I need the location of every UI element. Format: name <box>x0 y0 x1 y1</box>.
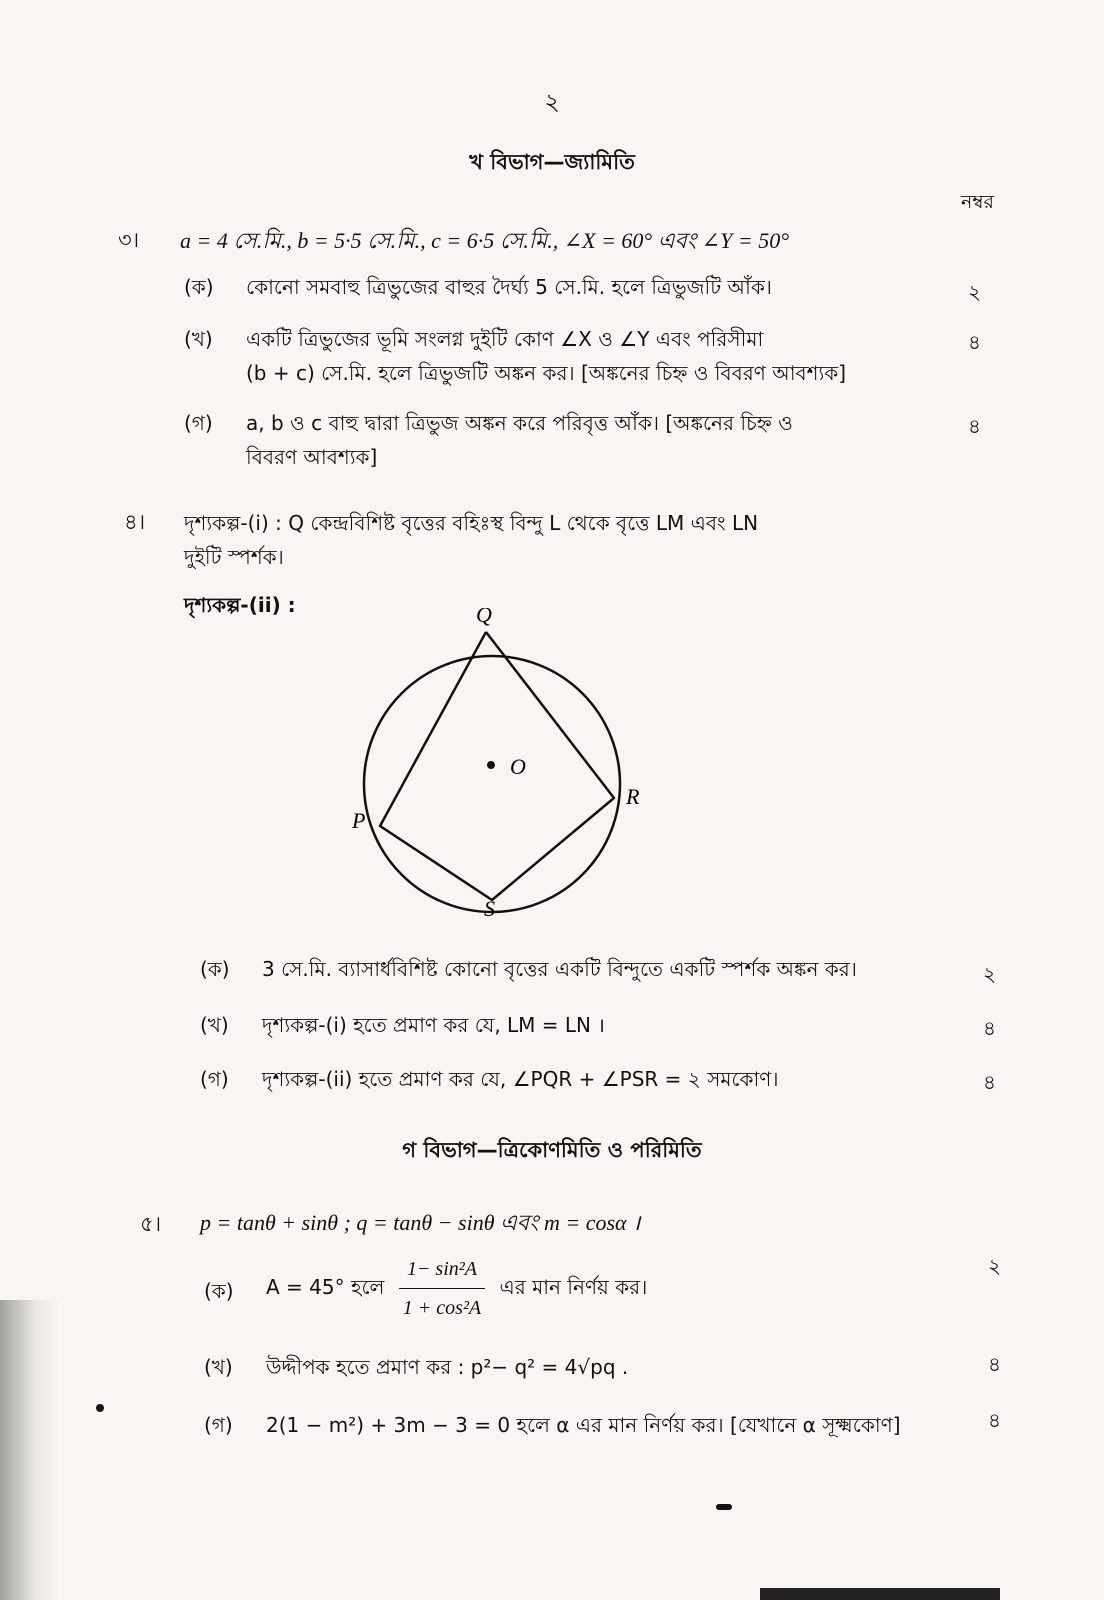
scan-bottom-edge <box>760 1588 1000 1600</box>
fraction-numerator: 1− sin²A <box>399 1252 485 1289</box>
part-text-post: এর মান নির্ণয় কর। <box>499 1275 648 1299</box>
q4-part-kha <box>200 1008 940 1042</box>
label-s: S <box>484 896 495 921</box>
part-text: দৃশ্যকল্প-(i) হতে প্রমাণ কর যে, LM = LN । <box>262 1013 605 1037</box>
q4-part-ka <box>200 952 940 986</box>
q3-part-kha-mark: ৪ <box>968 330 981 354</box>
part-label: (গ) <box>204 1413 233 1437</box>
marks-column-heading: নম্বর <box>961 191 994 213</box>
part-text-line1: একটি ত্রিভুজের ভূমি সংলগ্ন দুইটি কোণ ∠X ও ∠Y এবং পরিসীমা <box>246 327 764 351</box>
q3-part-ka-mark: ২ <box>968 280 982 304</box>
q3-part-ka <box>184 270 924 304</box>
part-text-line1: a, b ও c বাহু দ্বারা ত্রিভুজ অঙ্কন করে পরিবৃত্ত আঁক। [অঙ্কনের চিহ্ন ও <box>246 411 793 435</box>
part-label: (খ) <box>204 1355 233 1379</box>
cyclic-quadrilateral-diagram <box>350 608 640 928</box>
q4-scenario-2-label: দৃশ্যকল্প-(ii) : <box>184 593 296 617</box>
part-label: (গ) <box>200 1067 229 1091</box>
question-4-number: ৪। <box>124 510 146 534</box>
label-o: O <box>510 754 526 779</box>
page-number: ২ <box>544 88 560 116</box>
q4-part-ga <box>200 1062 940 1096</box>
scenario-1-line2: দুইটি স্পর্শক। <box>184 545 284 569</box>
q4-part-ka-mark: ২ <box>983 962 997 986</box>
question-5-stem: p = tanθ + sinθ ; q = tanθ − sinθ এবং m = cosα । <box>200 1210 641 1235</box>
scenario-1-line1: দৃশ্যকল্প-(i) : Q কেন্দ্রবিশিষ্ট বৃত্তের বহিঃস্থ বিন্দু L থেকে বৃত্তে LM এবং LN <box>184 511 759 535</box>
q5-part-ga-mark: ৪ <box>988 1408 1001 1432</box>
q3-part-kha <box>184 322 924 390</box>
part-label: (ক) <box>200 957 230 981</box>
center-point <box>487 761 495 769</box>
fraction-denominator: 1 + cos²A <box>402 1297 482 1319</box>
section-c-title: গ বিভাগ—ত্রিকোণমিতি ও পরিমিতি <box>402 1138 702 1162</box>
label-q: Q <box>476 608 492 627</box>
part-label: (ক) <box>204 1279 234 1303</box>
fraction <box>399 1252 485 1325</box>
q4-part-ga-mark: ৪ <box>983 1070 996 1094</box>
question-3-number: ৩। <box>118 228 140 252</box>
label-p: P <box>352 808 366 833</box>
q5-part-ka-mark: ২ <box>988 1254 1002 1278</box>
part-text: উদ্দীপক হতে প্রমাণ কর : p²− q² = 4√pq . <box>266 1355 629 1379</box>
part-text: কোনো সমবাহু ত্রিভুজের বাহুর দৈর্ঘ্য 5 সে.মি. হলে ত্রিভুজটি আঁক। <box>246 275 772 299</box>
q5-part-kha <box>204 1350 944 1384</box>
q3-part-ga <box>184 406 924 474</box>
q4-part-kha-mark: ৪ <box>983 1016 996 1040</box>
quadrilateral-pqrs <box>380 632 614 900</box>
question-5-number: ৫। <box>140 1212 162 1236</box>
part-label: (খ) <box>200 1013 229 1037</box>
q4-scenario-1 <box>184 506 944 574</box>
part-text-line2: বিবরণ আবশ্যক] <box>246 445 378 469</box>
part-label: (গ) <box>184 411 213 435</box>
ink-dot <box>96 1404 104 1412</box>
part-label: (ক) <box>184 275 214 299</box>
question-3-stem: a = 4 সে.মি., b = 5·5 সে.মি., c = 6·5 সে.মি., ∠X = 60° এবং ∠Y = 50° <box>180 228 789 253</box>
q5-part-ga <box>204 1408 964 1442</box>
part-label: (খ) <box>184 327 213 351</box>
scan-edge-shadow <box>0 1300 60 1600</box>
label-r: R <box>626 784 640 809</box>
q5-part-kha-mark: ৪ <box>988 1352 1001 1376</box>
part-text-pre: A = 45° হলে <box>266 1275 385 1299</box>
q5-part-ka <box>204 1252 944 1332</box>
ink-mark <box>716 1504 732 1510</box>
part-text: দৃশ্যকল্প-(ii) হতে প্রমাণ কর যে, ∠PQR + ∠PSR = ২ সমকোণ। <box>262 1067 779 1091</box>
part-text: 3 সে.মি. ব্যাসার্ধবিশিষ্ট কোনো বৃত্তের একটি বিন্দুতে একটি স্পর্শক অঙ্কন কর। <box>262 957 857 981</box>
section-b-title: খ বিভাগ—জ্যামিতি <box>469 150 635 174</box>
part-text: 2(1 − m²) + 3m − 3 = 0 হলে α এর মান নির্ণয় কর। [যেখানে α সূক্ষ্মকোণ] <box>266 1413 901 1437</box>
q3-part-ga-mark: ৪ <box>968 414 981 438</box>
part-text-line2: (b + c) সে.মি. হলে ত্রিভুজটি অঙ্কন কর। [অঙ্কনের চিহ্ন ও বিবরণ আবশ্যক] <box>246 361 847 385</box>
